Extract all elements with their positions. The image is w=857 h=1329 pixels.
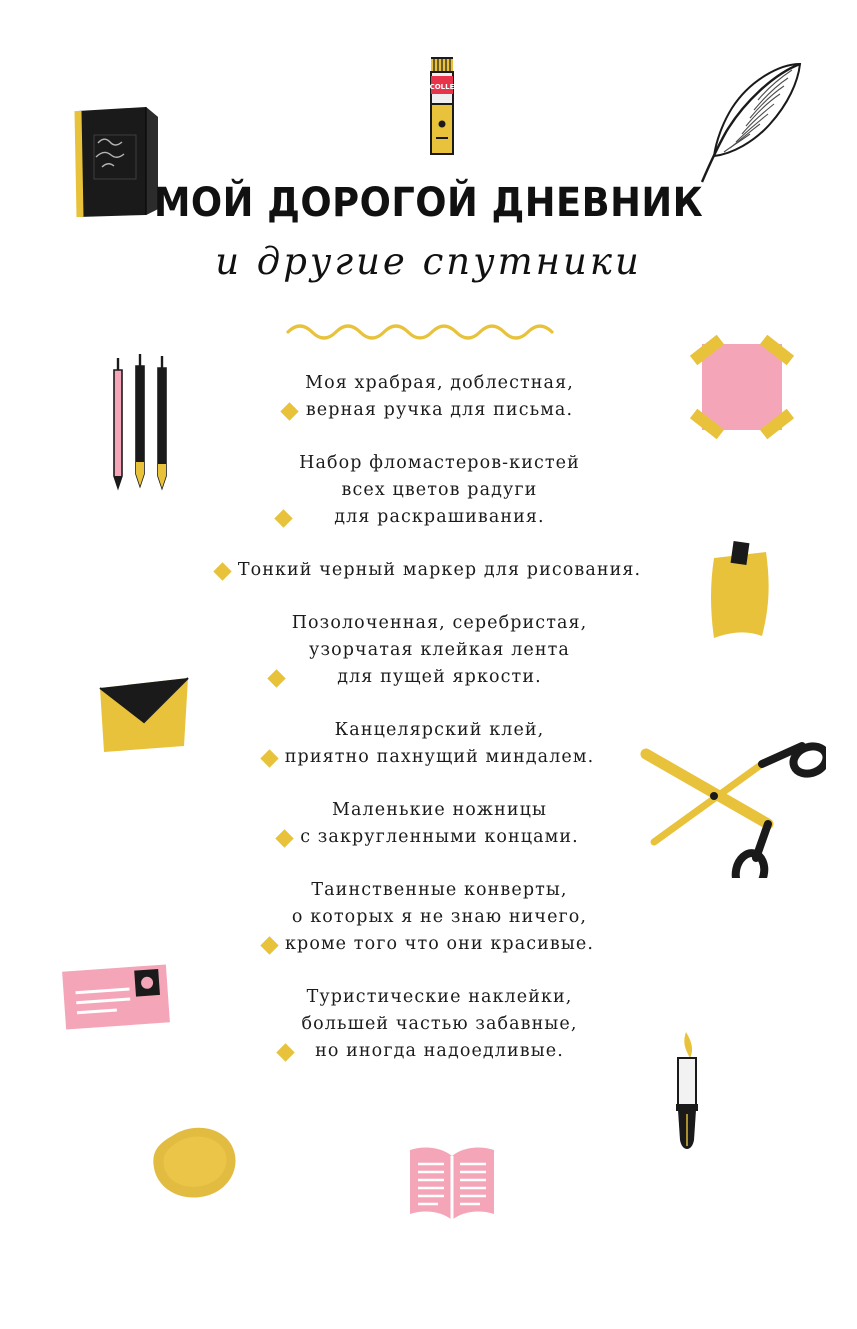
feather-quill-illustration — [688, 58, 812, 188]
diamond-bullet-icon — [260, 936, 278, 954]
diamond-bullet-icon — [213, 562, 231, 580]
list-item — [0, 984, 857, 1065]
list-item-line: о которых я не знаю ничего, — [291, 907, 588, 927]
list-item — [0, 877, 857, 958]
diamond-bullet-icon — [277, 1043, 295, 1061]
list-item-line: с закругленными концами. — [300, 827, 579, 847]
list-item-line: Туристические наклейки, — [306, 987, 573, 1007]
diamond-bullet-icon — [260, 749, 278, 767]
list-item — [0, 370, 857, 424]
title-block — [0, 180, 857, 283]
diamond-bullet-icon — [274, 509, 292, 527]
list-item — [0, 450, 857, 531]
list-item-line: для раскрашивания. — [334, 507, 545, 527]
diamond-bullet-icon — [267, 669, 285, 687]
svg-text:COLLE: COLLE — [429, 83, 455, 91]
list-item-line: кроме того что они красивые. — [284, 934, 594, 954]
page-title: МОЙ ДОРОГОЙ ДНЕВНИК — [153, 180, 704, 226]
list-item — [0, 797, 857, 851]
items-list — [0, 370, 857, 1091]
list-item-line: Набор фломастеров-кистей — [299, 453, 580, 473]
paint-blob-illustration — [148, 1120, 244, 1208]
list-item-line: приятно пахнущий миндалем. — [284, 747, 595, 767]
list-item-line: Позолоченная, серебристая, — [291, 613, 588, 633]
page-subtitle: и другие спутники — [215, 240, 642, 283]
list-item-line: Таинственные конверты, — [311, 880, 568, 900]
squiggle-divider — [284, 318, 574, 344]
list-item-line: узорчатая клейкая лента — [309, 640, 570, 660]
list-item-line: большей частью забавные, — [301, 1014, 578, 1034]
list-item-line: верная ручка для письма. — [305, 400, 574, 420]
diamond-bullet-icon — [276, 829, 294, 847]
list-item-line: Тонкий черный маркер для рисования. — [237, 560, 642, 580]
list-item-line: всех цветов радуги — [341, 480, 538, 500]
list-item-line: Канцелярский клей, — [334, 720, 545, 740]
glue-stick-illustration — [420, 52, 464, 162]
list-item-line: для пущей яркости. — [337, 667, 542, 687]
diamond-bullet-icon — [280, 402, 298, 420]
list-item-line: Моя храбрая, доблестная, — [305, 373, 574, 393]
list-item-line: Маленькие ножницы — [331, 800, 548, 820]
list-item — [0, 610, 857, 691]
list-item-line: но иногда надоедливые. — [315, 1041, 564, 1061]
list-item — [0, 557, 857, 584]
open-book-illustration — [402, 1140, 502, 1226]
list-item — [0, 717, 857, 771]
